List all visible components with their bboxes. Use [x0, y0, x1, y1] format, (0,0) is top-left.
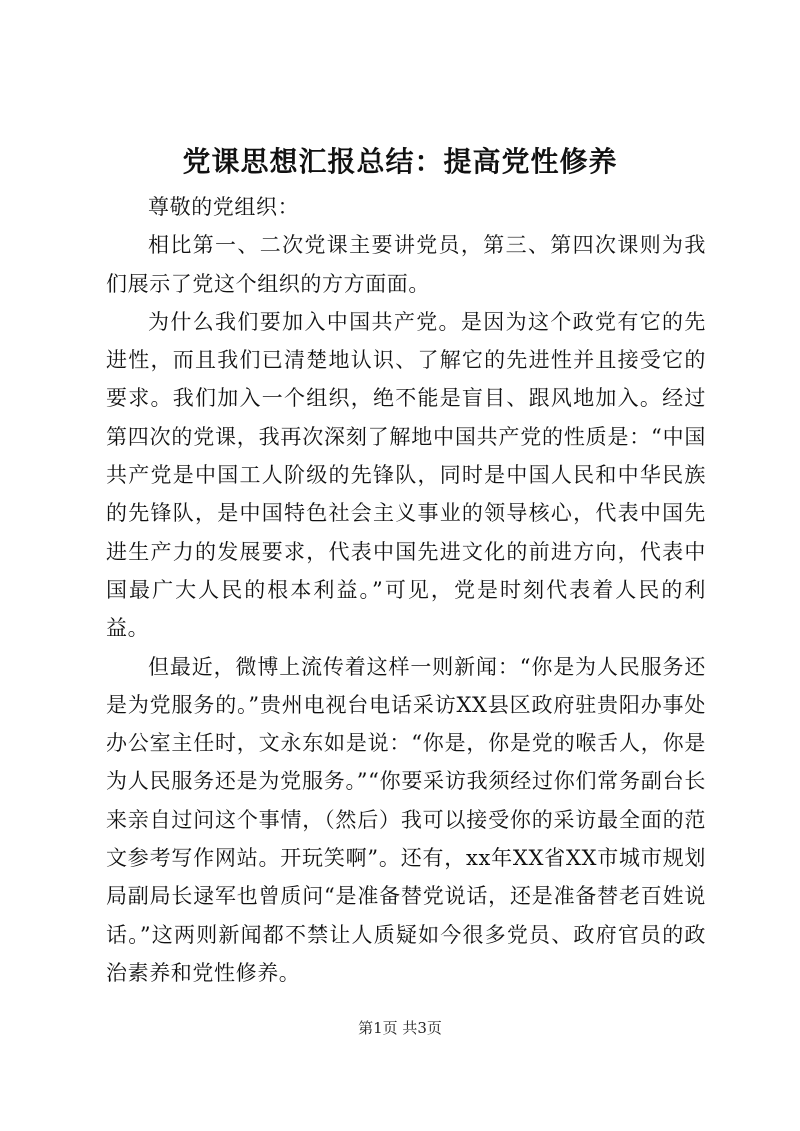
document-title: 党课思想汇报总结：提高党性修养: [182, 145, 618, 178]
body-paragraph-3: 但最近，微博上流传着这样一则新闻：“你是为人民服务还是为党服务的。”贵州电视台电话采访XX县区政府驻贵阳办事处办公室主任时，文永东如是说：“你是，你是党的喉舌人，你是为人民服务还是为党服务。”“你要采访我须经过你们常务副台长来亲自过问这个事情，（然后）我可以接受你的采访最全面的范文参考写作网站。开玩笑啊”。还有，xx年XX省XX市城市规划局副局长逯军也曾质问“是准备替党说话，还是准备替老百姓说话。”这两则新闻都不禁让人质疑如今很多党员、政府官员的政治素养和党性修养。: [106, 654, 706, 985]
body-paragraph-1: 相比第一、二次党课主要讲党员，第三、第四次课则为我们展示了党这个组织的方方面面。: [106, 233, 706, 296]
document-body: [106, 188, 706, 992]
body-paragraph-2: 为什么我们要加入中国共产党。是因为这个政党有它的先进性，而且我们已清楚地认识、了解它的先进性并且接受它的要求。我们加入一个组织，绝不能是盲目、跟风地加入。经过第四次的党课，我再次深刻了解地中国共产党的性质是：“中国共产党是中国工人阶级的先锋队，同时是中国人民和中华民族的先锋队，是中国特色社会主义事业的领导核心，代表中国先进生产力的发展要求，代表中国先进文化的前进方向，代表中国最广大人民的根本利益。”可见，党是时刻代表着人民的利益。: [106, 309, 706, 641]
salutation-paragraph: 尊敬的党组织：: [148, 195, 300, 219]
page-number-footer: 第1页 共3页: [358, 1019, 442, 1037]
